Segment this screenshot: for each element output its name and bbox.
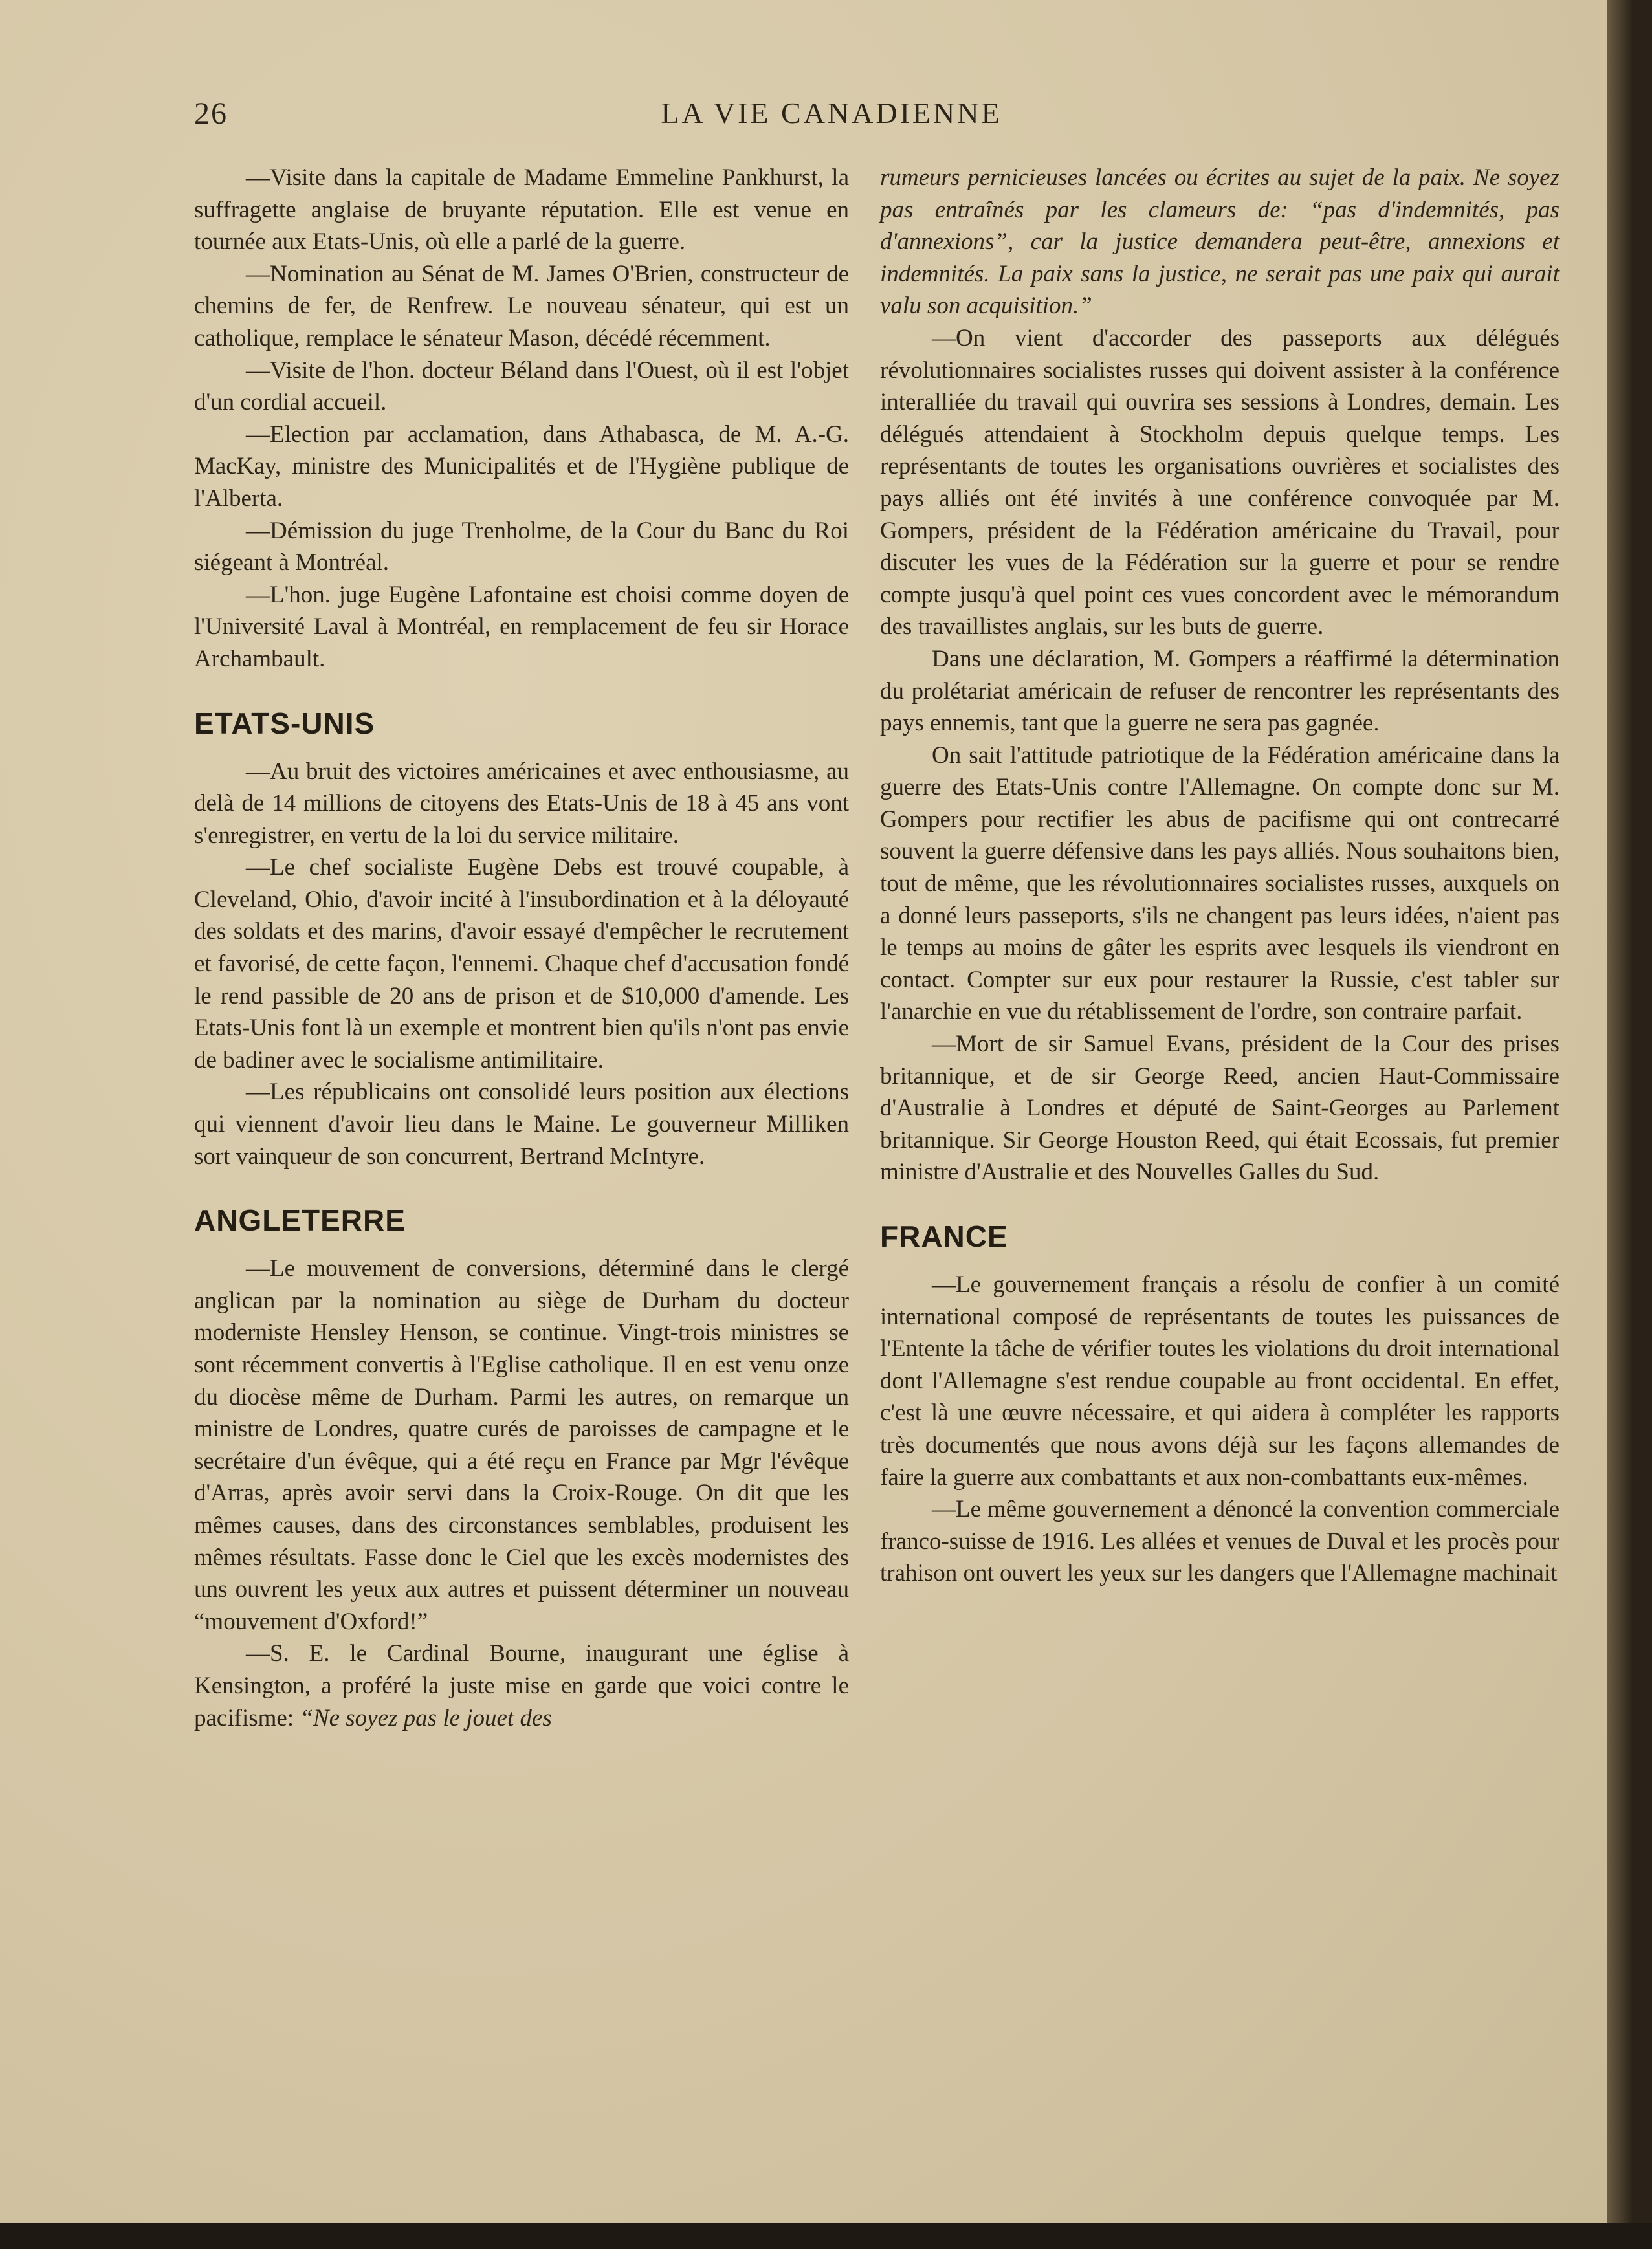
news-item: —Démission du juge Trenholme, de la Cour du Banc du Roi siégeant à Montréal. <box>194 517 849 576</box>
news-item: —Nomination au Sénat de M. James O'Brien, constructeur de chemins de fer, de Renfrew. Le nouveau sénateur, qui est un catholique, remplace le sénateur Mason, décédé récemment. <box>194 260 849 351</box>
news-item: —L'hon. juge Eugène Lafontaine est choisi comme doyen de l'Université Laval à Montréal, en remplacement de feu sir Horace Archambault. <box>194 581 849 672</box>
section-heading-etats-unis: ETATS-UNIS <box>194 706 375 740</box>
section-heading-france: FRANCE <box>880 1220 1008 1253</box>
running-title: LA VIE CANADIENNE <box>661 96 1002 129</box>
news-item: —Visite de l'hon. docteur Béland dans l'Ouest, où il est l'objet d'un cordial accueil. <box>194 357 849 416</box>
news-item: —On vient d'accorder des passeports aux délégués révolutionnaires socialistes russes qui doivent assister à la conférence interalliée du travail qui ouvrira ses sessions à Londres, demain. Les délégués attendaient à Stockholm depuis quelque temps. Les représentants de toutes les organisations ouvrières et socialistes des pays alliés ont été invités à une conférence convoquée par M. Gompers, président de la Fédération américaine du Travail, pour discuter les vues de la Fédération sur la guerre et pour se rendre compte jusqu'à quel point ces vues concordent avec le mémorandum des travaillistes anglais, sur les buts de guerre. <box>880 324 1559 641</box>
news-item: —Visite dans la capitale de Madame Emmeline Pankhurst, la suffragette anglaise de bruyante réputation. Elle est venue en tournée aux Etats-Unis, où elle a parlé de la guerre. <box>194 164 849 256</box>
news-item: —Le même gouvernement a dénoncé la convention commerciale franco-suisse de 1916. Les allées et venues de Duval et les procès pour trahison ont ouvert les yeux sur les dangers que l'Allemagne machinait <box>880 1496 1559 1587</box>
news-item: —Les républicains ont consolidé leurs position aux élections qui viennent d'avoir lieu dans le Maine. Le gouverneur Milliken sort vainqueur de son concurrent, Bertrand McIntyre. <box>194 1079 849 1170</box>
news-item-bourne <box>194 1638 849 1734</box>
section-heading-angleterre: ANGLETERRE <box>194 1203 406 1238</box>
news-item: —Election par acclamation, dans Athabasca, de M. A.-G. MacKay, ministre des Municipalités et de l'Hygiène publique de l'Alberta. <box>194 421 849 512</box>
bourne-intro: —S. E. le Cardinal Bourne, inaugurant une église à Kensington, a proféré la juste mise en garde que voici contre le pacifisme: <box>194 1640 849 1731</box>
right-column <box>880 162 1559 1590</box>
left-column <box>194 162 849 1734</box>
news-item: —Le mouvement de conversions, déterminé dans le clergé anglican par la nomination au siège de Durham du docteur moderniste Hensley Henson, se continue. Vingt-trois ministres se sont récemment convertis à l'Eglise catholique. Il en est venu onze du diocèse même de Durham. Parmi les autres, on remarque un ministre de Londres, quatre curés de paroisses de campagne et le secrétaire d'un évêque, qui a été reçu en France par Mgr l'évêque d'Arras, après avoir servi dans la Croix-Rouge. On dit que les mêmes causes, dans des circonstances semblables, produisent les mêmes résultats. Fasse donc le Ciel que les excès modernistes des uns ouvrent les yeux aux autres et puissent déterminer un nouveau “mouvement d'Oxford!” <box>194 1255 849 1635</box>
news-item: —Au bruit des victoires américaines et avec enthousiasme, au delà de 14 millions de citoyens des Etats-Unis de 18 à 45 ans vont s'enregistrer, en vertu de la loi du service militaire. <box>194 758 849 849</box>
bourne-quote-text: rumeurs pernicieuses lancées ou écrites au sujet de la paix. Ne soyez pas entraînés par les clameurs de: “pas d'indemnités, pas d'annexions”, car la justice demandera peut-être, annexions et indemnités. La paix sans la justice, ne serait pas une paix qui aurait valu son acquisition.” <box>880 164 1559 320</box>
bourne-quote-end <box>880 162 1559 322</box>
news-item: On sait l'attitude patriotique de la Fédération américaine dans la guerre des Etats-Unis contre l'Allemagne. On compte donc sur M. Gompers pour rectifier les abus de pacifisme qui ont contrecarré souvent la guerre défensive dans les pays alliés. Nous souhaitons bien, tout de même, que les révolutionnaires socialistes russes, auxquels on a donné leurs passeports, s'ils ne changent pas leurs idées, n'aient pas le temps au moins de gâter les esprits avec lesquels ils viendront en contact. Compter sur eux pour restaurer la Russie, c'est tabler sur l'anarchie en vue du rétablissement de l'ordre, son contraire parfait. <box>880 741 1559 1026</box>
page-header <box>194 96 1469 141</box>
bourne-quote-start: “Ne soyez pas le jouet des <box>300 1704 552 1731</box>
page-number: 26 <box>194 96 228 131</box>
news-item: —Le gouvernement français a résolu de confier à un comité international composé de représentants de toutes les puissances de l'Entente la tâche de vérifier toutes les violations du droit international dont l'Allemagne s'est rendue coupable au front occidental. En effet, c'est là une œuvre nécessaire, et qui aidera à compléter les rapports très documentés que nous avons déjà sur les façons allemandes de faire la guerre aux combattants et aux non-combattants eux-mêmes. <box>880 1271 1559 1491</box>
news-item: Dans une déclaration, M. Gompers a réaffirmé la détermination du prolétariat américain de refuser de rencontrer les représentants des pays ennemis, tant que la guerre ne sera pas gagnée. <box>880 645 1559 737</box>
scan-bottom-border <box>0 2223 1652 2249</box>
page-edge-shadow <box>1607 0 1632 2249</box>
news-item: —Mort de sir Samuel Evans, président de la Cour des prises britannique, et de sir George Reed, ancien Haut-Commissaire d'Australie à Londres et député de Saint-Georges au Parlement britannique. Sir George Houston Reed, qui était Ecossais, fut premier ministre d'Australie et des Nouvelles Galles du Sud. <box>880 1031 1559 1186</box>
news-item: —Le chef socialiste Eugène Debs est trouvé coupable, à Cleveland, Ohio, d'avoir incité à l'insubordination et à la déloyauté des soldats et des marins, d'avoir essayé d'empêcher le recrutement et favorisé, de cette façon, l'ennemi. Chaque chef d'accusation fondé le rend passible de 20 ans de prison et de $10,000 d'amende. Les Etats-Unis font là un exemple et montrent bien qu'ils n'ont pas envie de badiner avec le socialisme antimilitaire. <box>194 854 849 1073</box>
